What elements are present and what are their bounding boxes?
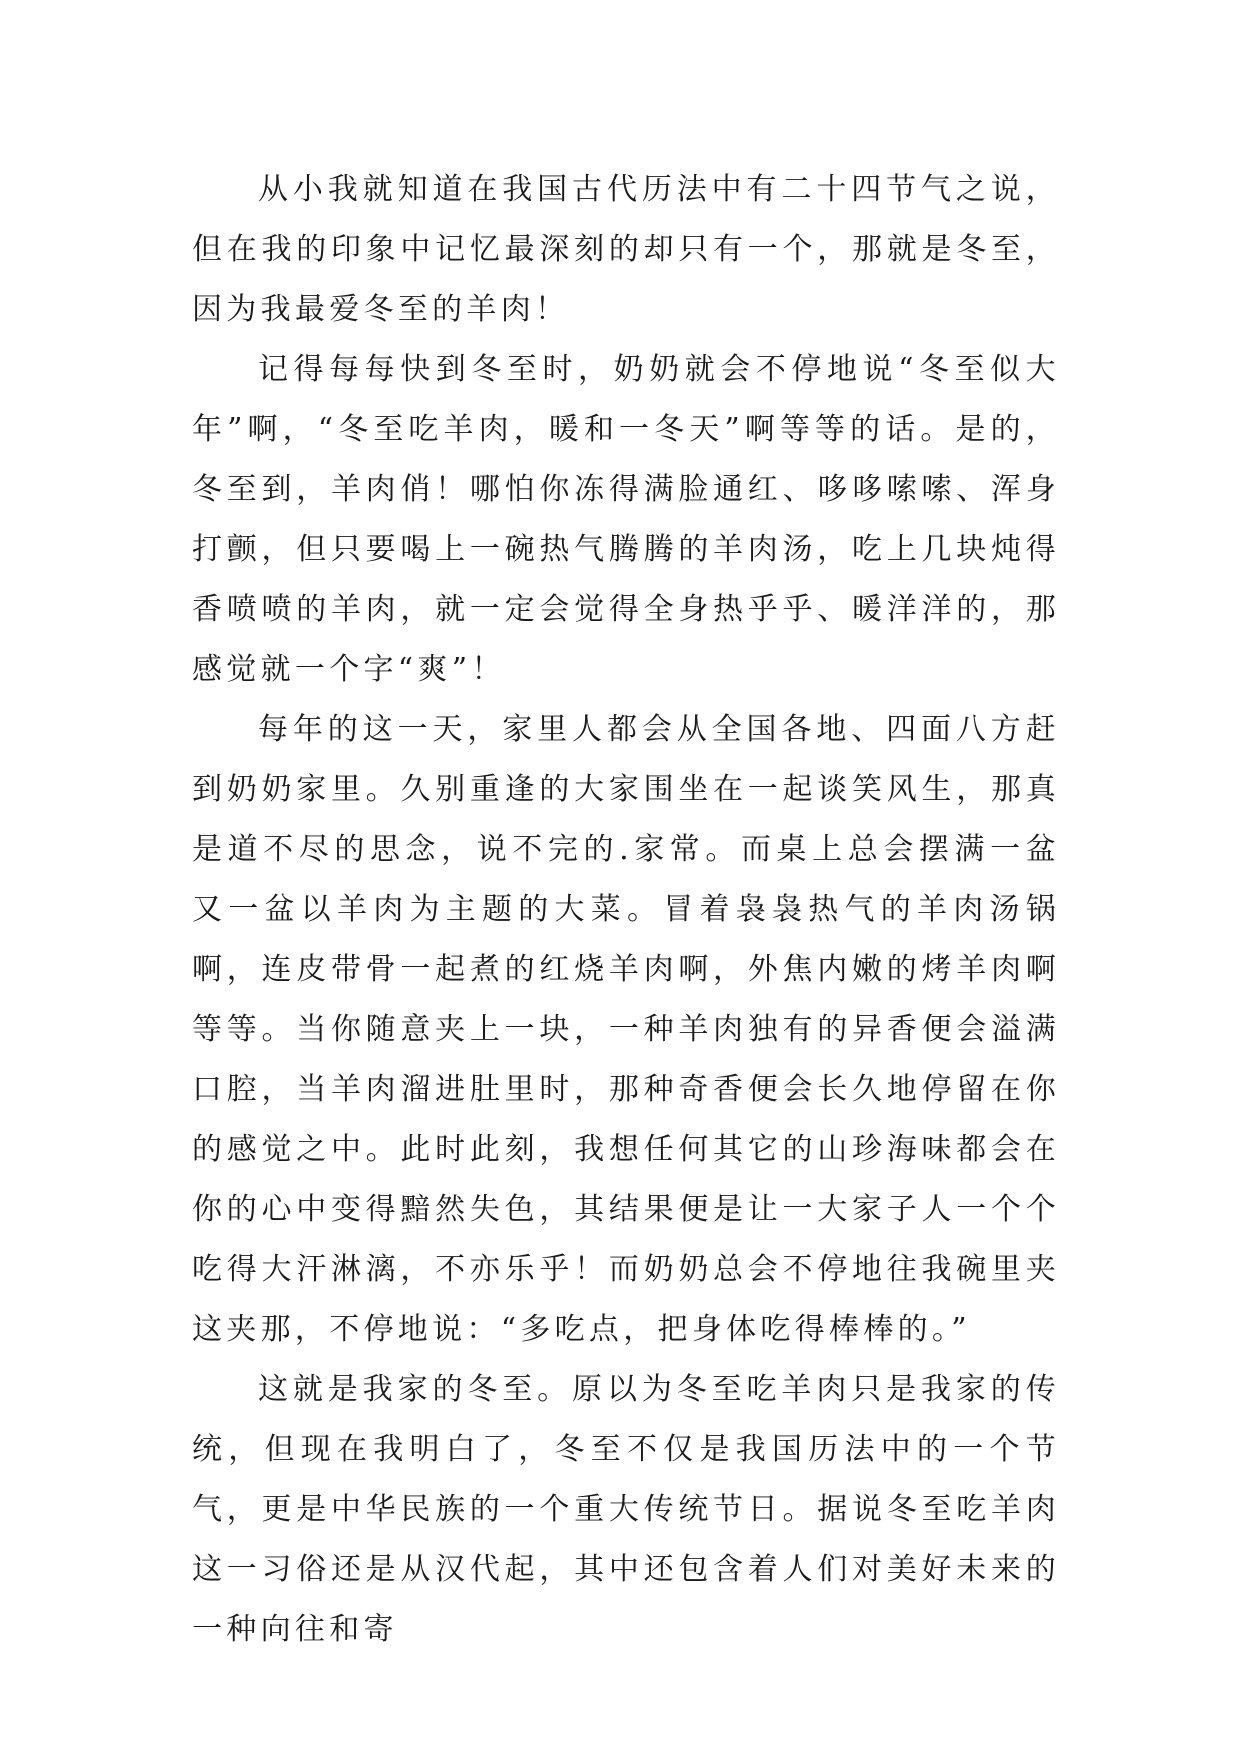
paragraph-1: 从小我就知道在我国古代历法中有二十四节气之说，但在我的印象中记忆最深刻的却只有一个，那就是冬至，因为我最爱冬至的羊肉！ — [192, 172, 1060, 327]
paragraph-4: 这就是我家的冬至。原以为冬至吃羊肉只是我家的传统，但现在我明白了，冬至不仅是我国历法中的一个节气，更是中华民族的一个重大传统节日。据说冬至吃羊肉这一习俗还是从汉代起，其中还包含着人们对美好未来的一种向往和寄 — [192, 1372, 1060, 1647]
paragraph-3: 每年的这一天，家里人都会从全国各地、四面八方赶到奶奶家里。久别重逢的大家围坐在一起谈笑风生，那真是道不尽的思念，说不完的.家常。而桌上总会摆满一盆又一盆以羊肉为主题的大菜。冒着袅袅热气的羊肉汤锅啊，连皮带骨一起煮的红烧羊肉啊，外焦内嫩的烤羊肉啊等等。当你随意夹上一块，一种羊肉独有的异香便会溢满口腔，当羊肉溜进肚里时，那种奇香便会长久地停留在你的感觉之中。此时此刻，我想任何其它的山珍海味都会在你的心中变得黯然失色，其结果便是让一大家子人一个个吃得大汗淋漓，不亦乐乎！而奶奶总会不停地往我碗里夹这夹那，不停地说：“多吃点，把身体吃得棒棒的。” — [192, 712, 1060, 1347]
document-body — [192, 160, 1060, 1660]
paragraph-2: 记得每每快到冬至时，奶奶就会不停地说“冬至似大年”啊，“冬至吃羊肉，暖和一冬天”啊等等的话。是的，冬至到，羊肉俏！哪怕你冻得满脸通红、哆哆嗦嗦、浑身打颤，但只要喝上一碗热气腾腾的羊肉汤，吃上几块炖得香喷喷的羊肉，就一定会觉得全身热乎乎、暖洋洋的，那感觉就一个字“爽”！ — [192, 352, 1060, 687]
